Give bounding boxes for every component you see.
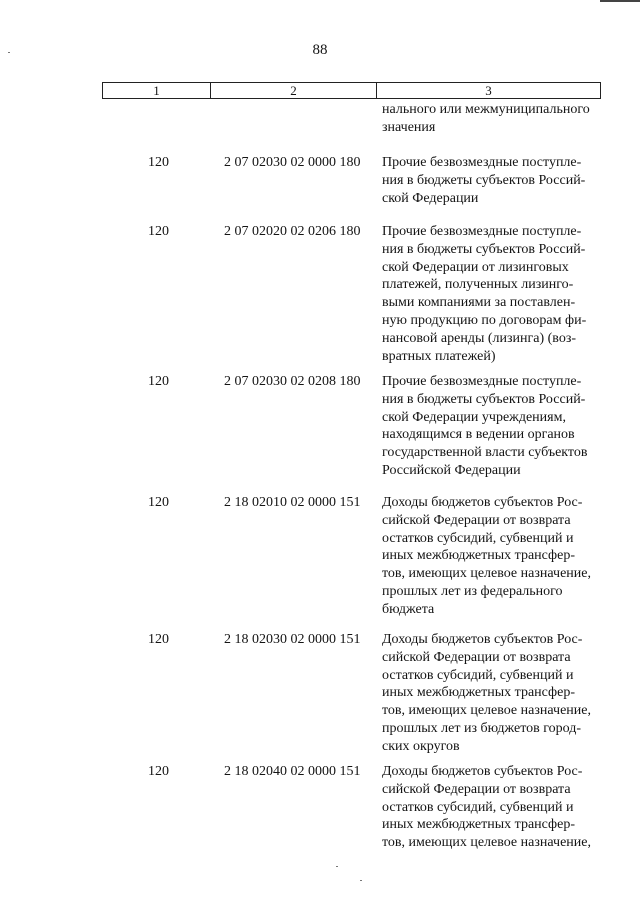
- continuation-line: нального или межмуниципального: [382, 102, 590, 117]
- budget-classification-code: 2 18 02010 02 0000 151: [224, 495, 361, 510]
- description-line: сийской Федерации от возврата: [382, 781, 571, 797]
- description-line: иных межбюджетных трансфер-: [382, 685, 575, 701]
- description-line: остатков субсидий, субвенций и: [382, 667, 574, 683]
- income-description: [382, 223, 604, 365]
- description-line: тов, имеющих целевое назначение,: [382, 703, 591, 719]
- income-description: [382, 763, 604, 852]
- scan-speck: [360, 880, 362, 881]
- description-line: государственной власти субъектов: [382, 445, 588, 461]
- scan-edge-mark: [600, 0, 640, 2]
- description-line: ской Федерации: [382, 190, 479, 206]
- scan-speck: [336, 866, 338, 867]
- description-line: ния в бюджеты субъектов Россий-: [382, 391, 586, 407]
- budget-classification-code: 2 07 02030 02 0208 180: [224, 374, 361, 389]
- table-header-col-1: 1: [103, 83, 211, 98]
- description-line: сийской Федерации от возврата: [382, 512, 571, 528]
- table-header-col-2: 2: [211, 83, 377, 98]
- income-description: [382, 494, 604, 619]
- description-line: Доходы бюджетов субъектов Рос-: [382, 632, 583, 647]
- description-line: иных межбюджетных трансфер-: [382, 817, 575, 833]
- budget-classification-code: 2 07 02030 02 0000 180: [224, 155, 361, 170]
- continuation-line: значения: [382, 119, 436, 135]
- description-line: остатков субсидий, субвенций и: [382, 799, 574, 815]
- budget-classification-code: 2 07 02020 02 0206 180: [224, 224, 361, 239]
- continuation-text: [382, 101, 604, 137]
- description-line: Прочие безвозмездные поступле-: [382, 224, 582, 239]
- description-line: ния в бюджеты субъектов Россий-: [382, 241, 586, 257]
- description-line: платежей, полученных лизинго-: [382, 277, 574, 293]
- description-line: ния в бюджеты субъектов Россий-: [382, 172, 586, 188]
- description-line: прошлых лет из федерального: [382, 583, 563, 599]
- description-line: бюджета: [382, 601, 435, 617]
- description-line: находящимся в ведении органов: [382, 427, 575, 443]
- description-line: выми компаниями за поставлен-: [382, 295, 576, 311]
- income-description: [382, 154, 604, 207]
- description-line: ную продукцию по договорам фи-: [382, 312, 587, 328]
- admin-code: 120: [148, 224, 169, 239]
- admin-code: 120: [148, 495, 169, 510]
- description-line: прошлых лет из бюджетов город-: [382, 720, 582, 736]
- description-line: иных межбюджетных трансфер-: [382, 548, 575, 564]
- income-description: [382, 631, 604, 756]
- description-line: нансовой аренды (лизинга) (воз-: [382, 330, 577, 346]
- table-header: [102, 82, 601, 99]
- description-line: Прочие безвозмездные поступле-: [382, 155, 582, 170]
- description-line: сийской Федерации от возврата: [382, 649, 571, 665]
- description-line: остатков субсидий, субвенций и: [382, 530, 574, 546]
- budget-classification-code: 2 18 02040 02 0000 151: [224, 764, 361, 779]
- description-line: Доходы бюджетов субъектов Рос-: [382, 495, 583, 510]
- description-line: тов, имеющих целевое назначение,: [382, 835, 591, 851]
- description-line: Российской Федерации: [382, 462, 521, 478]
- admin-code: 120: [148, 155, 169, 170]
- scan-speck: [8, 52, 10, 53]
- admin-code: 120: [148, 374, 169, 389]
- page-number: 88: [312, 42, 328, 58]
- description-line: ских округов: [382, 738, 460, 754]
- description-line: Доходы бюджетов субъектов Рос-: [382, 764, 583, 779]
- description-line: вратных платежей): [382, 348, 496, 364]
- admin-code: 120: [148, 632, 169, 647]
- income-description: [382, 373, 604, 480]
- description-line: Прочие безвозмездные поступле-: [382, 374, 582, 389]
- description-line: ской Федерации от лизинговых: [382, 259, 569, 275]
- admin-code: 120: [148, 764, 169, 779]
- budget-classification-code: 2 18 02030 02 0000 151: [224, 632, 361, 647]
- table-header-col-3: 3: [485, 83, 492, 98]
- description-line: тов, имеющих целевое назначение,: [382, 566, 591, 582]
- description-line: ской Федерации учреждениям,: [382, 409, 566, 425]
